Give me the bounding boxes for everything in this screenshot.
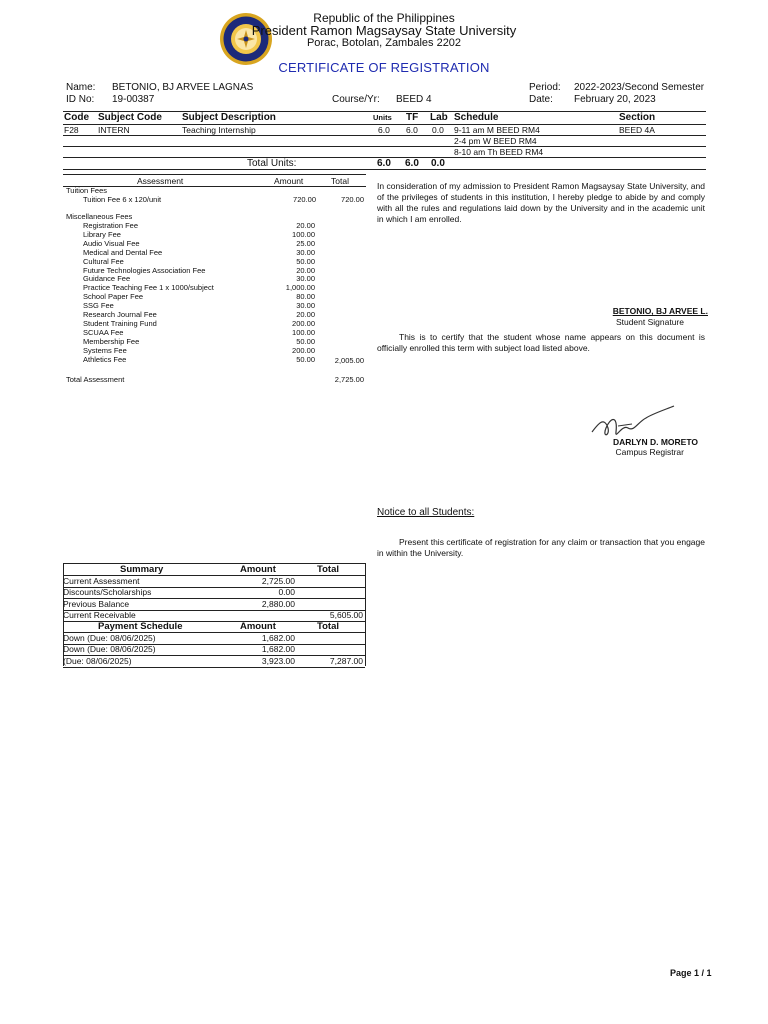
misc-fee-amount: 50.00 xyxy=(296,256,315,266)
misc-fee-name: Research Journal Fee xyxy=(83,310,157,319)
schedule-line: 8-10 am Th BEED RM4 xyxy=(454,147,544,157)
misc-fee-amount: 20.00 xyxy=(296,265,315,275)
misc-fee-amount: 200.00 xyxy=(292,345,315,355)
total-assessment-value: 2,725.00 xyxy=(334,375,364,384)
summary-row-label: Current Assessment xyxy=(63,576,140,586)
misc-fees-label: Miscellaneous Fees xyxy=(66,212,133,221)
misc-fee-amount: 30.00 xyxy=(296,247,315,257)
summary-row-label: (Due: 08/06/2025) xyxy=(63,655,132,666)
document-title: CERTIFICATE OF REGISTRATION xyxy=(278,60,490,75)
summary-row-amount: 0.00 xyxy=(278,587,295,598)
col-code: Code xyxy=(64,112,89,123)
misc-fee-amount: 30.00 xyxy=(296,301,315,311)
student-signature-name: BETONIO, BJ ARVEE L. xyxy=(612,306,708,316)
total-units-label: Total Units: xyxy=(247,158,297,169)
schedule-line: 2-4 pm W BEED RM4 xyxy=(454,136,537,146)
registrar-name: DARLYN D. MORETO xyxy=(612,437,698,447)
course-label: Course/Yr: xyxy=(332,94,380,105)
summary-row-total: 7,287.00 xyxy=(329,655,363,666)
misc-fees-total: 2,005.00 xyxy=(334,356,364,365)
misc-fee-name: Student Training Fund xyxy=(83,318,157,328)
tuition-fees-label: Tuition Fees xyxy=(66,186,107,195)
misc-fee-name: Membership Fee xyxy=(83,336,140,346)
misc-fee-name: Medical and Dental Fee xyxy=(83,247,163,257)
payment-total-header: Total xyxy=(317,621,339,632)
summary-total-header: Total xyxy=(317,564,339,575)
page-number: Page 1 / 1 xyxy=(670,968,712,978)
summary-row xyxy=(63,576,365,587)
summary-row xyxy=(63,610,365,621)
summary-row-label: Previous Balance xyxy=(63,598,130,609)
subject-description-cell: Teaching Internship xyxy=(182,125,256,135)
subject-units-cell: 6.0 xyxy=(378,125,390,135)
total-units: 6.0 xyxy=(377,158,391,169)
misc-fee-amount: 30.00 xyxy=(296,274,315,284)
misc-fee-amount: 50.00 xyxy=(296,336,315,346)
student-signature-label: Student Signature xyxy=(615,317,684,327)
tuition-fee-amount: 720.00 xyxy=(293,195,316,204)
misc-fee-name: Registration Fee xyxy=(83,221,139,230)
name-label: Name: xyxy=(66,82,96,93)
summary-header: Summary xyxy=(120,564,164,575)
summary-row-label: Down (Due: 08/06/2025) xyxy=(63,633,156,643)
subject-section-cell: BEED 4A xyxy=(619,125,655,135)
schedule-line: 9-11 am M BEED RM4 xyxy=(454,125,540,135)
col-tf: TF xyxy=(406,112,419,123)
notice-title: Notice to all Students: xyxy=(377,507,475,518)
tuition-fee-item: Tuition Fee 6 x 120/unit xyxy=(83,195,162,204)
misc-fee-name: Audio Visual Fee xyxy=(83,238,140,248)
tuition-fee-total: 720.00 xyxy=(341,195,364,204)
col-lab: Lab xyxy=(430,112,448,123)
student-id: 19-00387 xyxy=(112,94,155,105)
misc-fee-name: Systems Fee xyxy=(83,345,127,355)
subject-subject-code-cell: INTERN xyxy=(98,125,130,135)
misc-fee-name: SCUAA Fee xyxy=(83,327,124,337)
summary-row-label: Discounts/Scholarships xyxy=(63,587,152,598)
misc-fee-name: Future Technologies Association Fee xyxy=(83,265,206,275)
summary-row xyxy=(63,656,365,667)
amount-header: Amount xyxy=(274,176,304,186)
payment-schedule-header: Payment Schedule xyxy=(98,621,183,632)
certify-paragraph: This is to certify that the student whose name appears on this document is officially enrolled this term with subject load listed above. xyxy=(377,332,705,353)
registration-date: February 20, 2023 xyxy=(574,94,656,105)
misc-fee-name: Practice Teaching Fee 1 x 1000/subject xyxy=(83,283,214,293)
id-label: ID No: xyxy=(66,94,95,105)
misc-fee-amount: 20.00 xyxy=(296,310,315,319)
misc-fee-name: Library Fee xyxy=(83,229,121,239)
summary-row xyxy=(63,633,365,644)
summary-row xyxy=(63,644,365,655)
summary-row xyxy=(63,599,365,610)
subject-code-cell: F28 xyxy=(64,125,79,135)
subject-lab-cell: 0.0 xyxy=(432,125,444,135)
col-units: Units xyxy=(373,113,392,122)
misc-fee-amount: 80.00 xyxy=(296,292,315,302)
subject-tf-cell: 6.0 xyxy=(406,125,418,135)
period: 2022-2023/Second Semester xyxy=(574,82,705,93)
col-subject-code: Subject Code xyxy=(98,112,162,123)
misc-fee-amount: 100.00 xyxy=(292,327,315,337)
university-address: Porac, Botolan, Zambales 2202 xyxy=(306,37,462,49)
col-section: Section xyxy=(619,112,656,123)
misc-fee-name: School Paper Fee xyxy=(83,292,144,302)
misc-fee-name: SSG Fee xyxy=(83,301,114,311)
course-year: BEED 4 xyxy=(396,94,432,105)
misc-fee-amount: 20.00 xyxy=(296,221,315,230)
summary-row-amount: 2,725.00 xyxy=(261,576,295,586)
summary-row-amount: 1,682.00 xyxy=(261,633,295,643)
republic-line: Republic of the Philippines xyxy=(313,11,455,25)
misc-fee-amount: 100.00 xyxy=(292,229,315,239)
period-label: Period: xyxy=(529,82,561,93)
payment-amount-header: Amount xyxy=(240,621,276,632)
pledge-paragraph: In consideration of my admission to President Ramon Magsaysay State University, and of the privileges of students in this institution, I hereby pledge to abide by and comply with all the rules and regulations laid down by the University and in the academic unit in which I am enrolled. xyxy=(377,181,705,224)
student-name: BETONIO, BJ ARVEE LAGNAS xyxy=(112,82,254,93)
summary-row-label: Down (Due: 08/06/2025) xyxy=(63,644,156,655)
col-subject-description: Subject Description xyxy=(182,112,276,123)
summary-row-amount: 3,923.00 xyxy=(261,655,295,666)
misc-fee-amount: 200.00 xyxy=(292,318,315,328)
total-assessment-label: Total Assessment xyxy=(66,375,125,384)
misc-fee-name: Guidance Fee xyxy=(83,274,131,284)
summary-row-total: 5,605.00 xyxy=(329,609,363,620)
university-name: President Ramon Magsaysay State University xyxy=(251,23,517,38)
misc-fee-name: Cultural Fee xyxy=(83,256,124,266)
misc-fee-amount: 25.00 xyxy=(296,238,315,248)
summary-row-amount: 1,682.00 xyxy=(261,644,295,655)
notice-text: Present this certificate of registration for any claim or transaction that you engage in within the University. xyxy=(377,537,705,558)
total-lab: 0.0 xyxy=(431,158,445,169)
total-header: Total xyxy=(331,176,349,186)
summary-row-amount: 2,880.00 xyxy=(261,598,295,609)
registrar-label: Campus Registrar xyxy=(615,447,684,457)
misc-fee-name: Athletics Fee xyxy=(83,354,127,364)
col-schedule: Schedule xyxy=(454,112,499,123)
summary-row-label: Current Receivable xyxy=(63,609,136,620)
date-label: Date: xyxy=(529,94,553,105)
summary-amount-header: Amount xyxy=(240,564,276,575)
total-tf: 6.0 xyxy=(405,158,419,169)
misc-fee-amount: 50.00 xyxy=(296,354,315,364)
misc-fee-amount: 1,000.00 xyxy=(285,283,315,293)
assessment-header: Assessment xyxy=(137,176,184,186)
summary-row xyxy=(63,587,365,598)
